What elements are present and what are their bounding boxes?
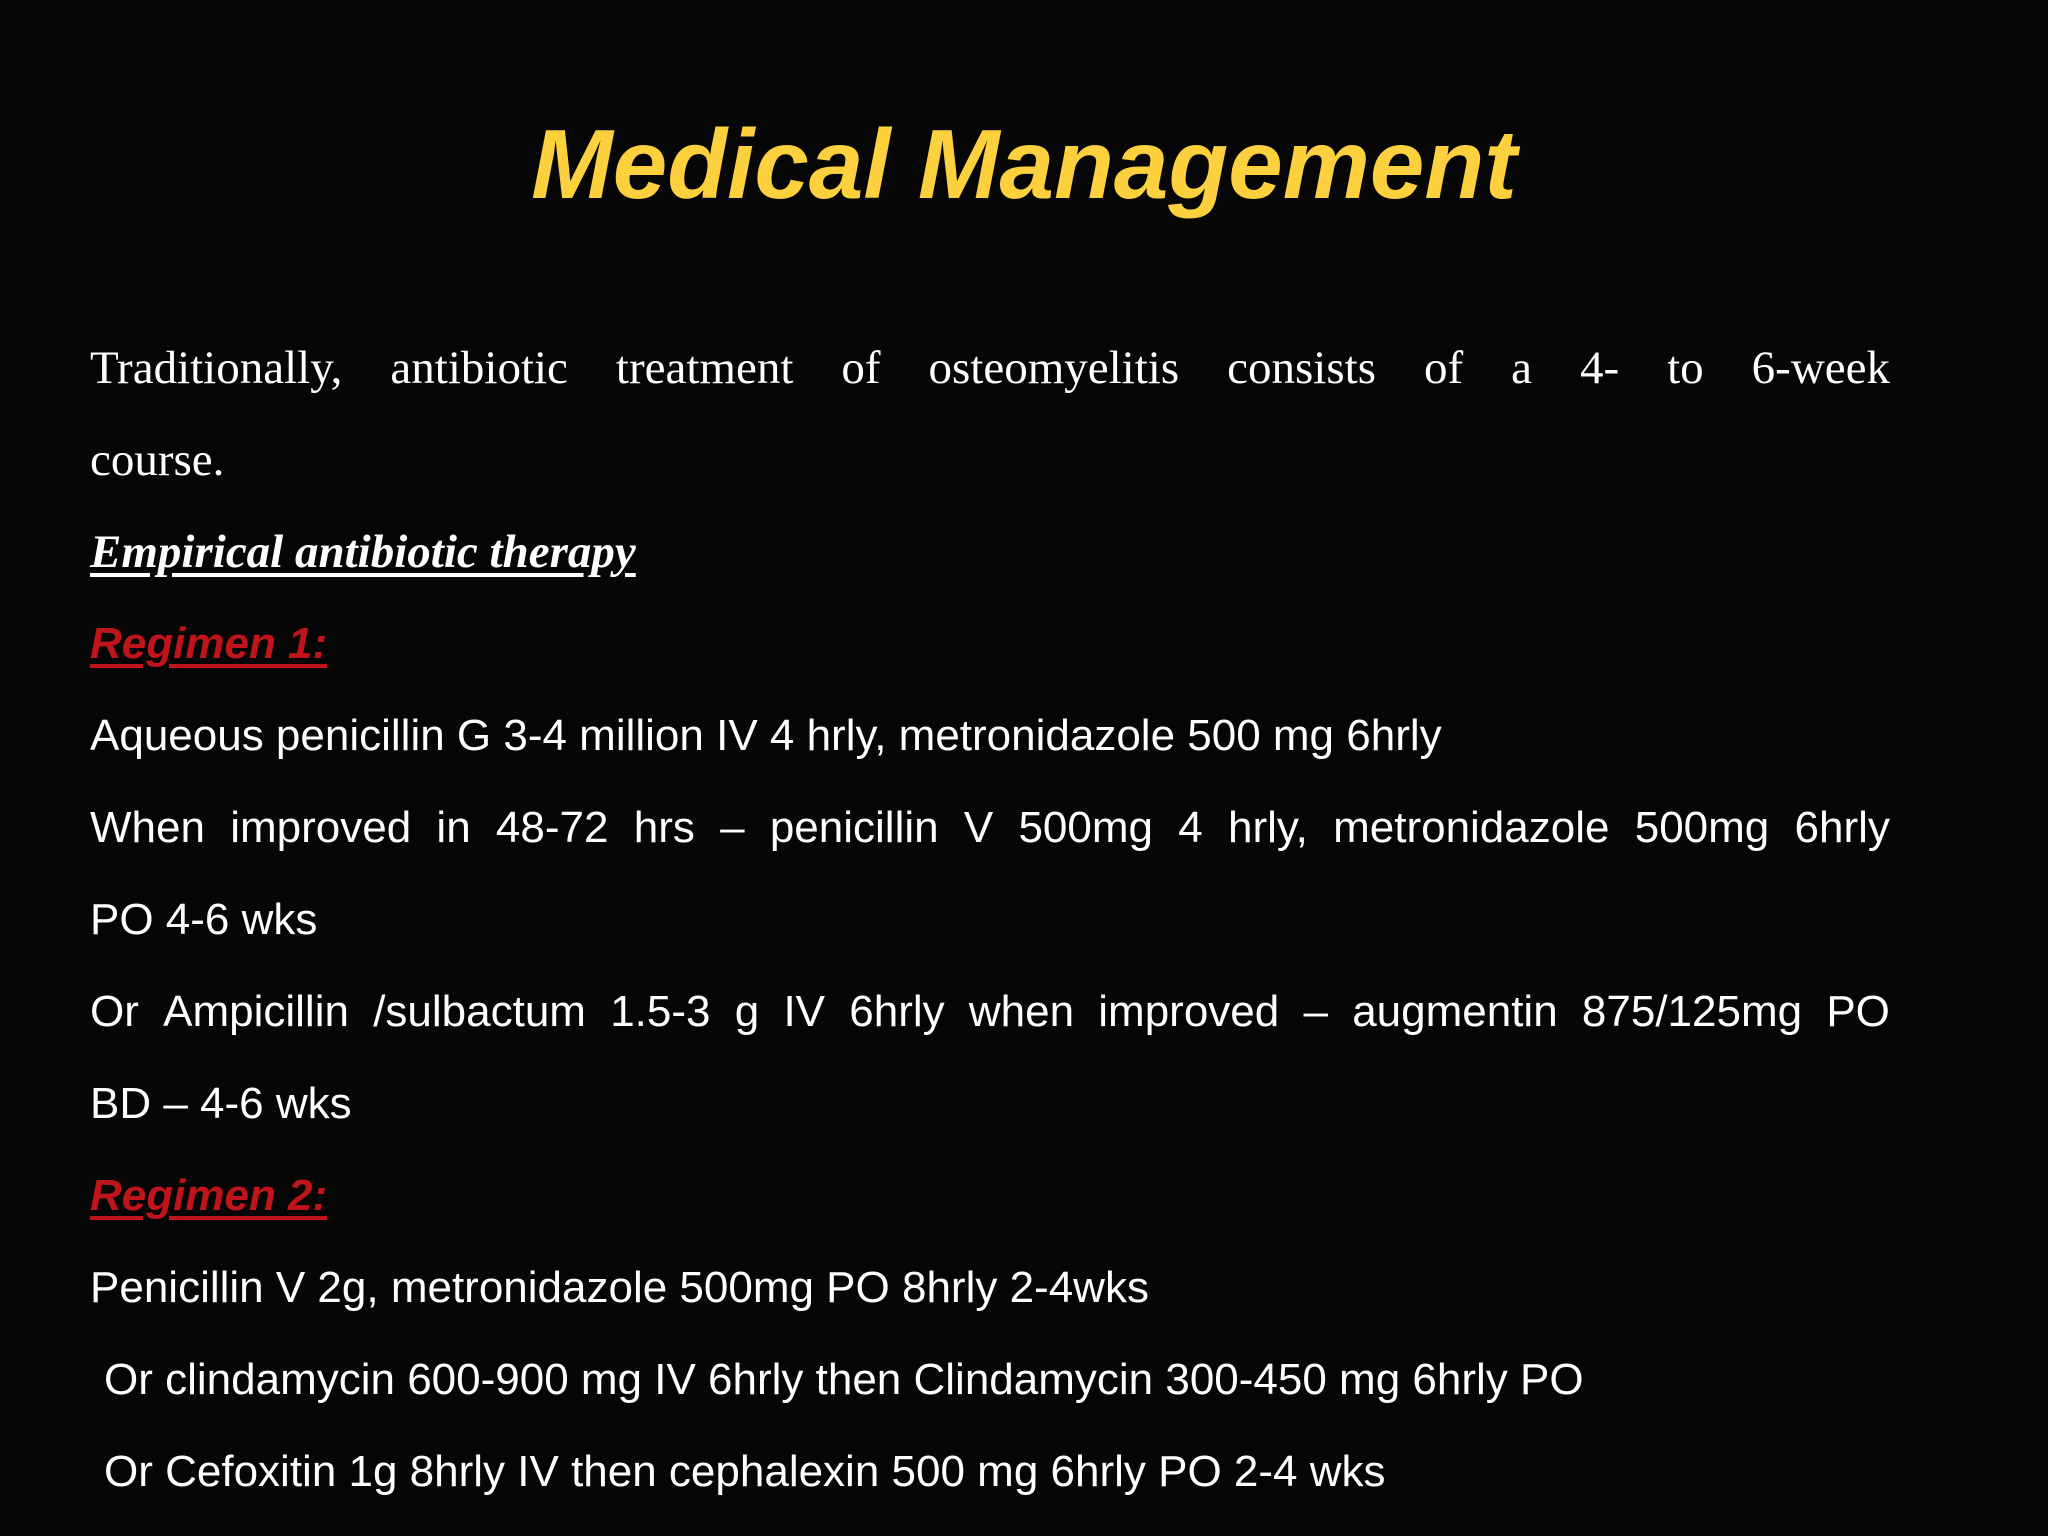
regimen-2-line-1: Penicillin V 2g, metronidazole 500mg PO 8hrly 2-4wks — [90, 1263, 1149, 1312]
word: of — [1423, 342, 1464, 394]
regimen-1-label: Regimen 1: — [90, 619, 328, 668]
word: metronidazole — [1333, 803, 1610, 852]
word: Ampicillin — [163, 987, 349, 1036]
word: 6-week — [1751, 342, 1890, 394]
word: consists — [1227, 342, 1376, 394]
slide-body — [90, 322, 1890, 1518]
word: to — [1667, 342, 1704, 394]
word: 500mg — [1018, 803, 1153, 852]
regimen-1-line-3-continuation: BD – 4-6 wks — [90, 1079, 352, 1128]
word: a — [1511, 342, 1532, 394]
word: 500mg — [1634, 803, 1770, 852]
intro-paragraph-line — [90, 322, 1890, 414]
word: 4- — [1579, 342, 1620, 394]
word: g — [734, 987, 760, 1036]
word: – — [1303, 987, 1328, 1036]
word: 4 — [1178, 803, 1203, 852]
word: 48-72 — [495, 803, 609, 852]
word: augmentin — [1352, 987, 1558, 1036]
word: osteomyelitis — [928, 342, 1180, 394]
word: antibiotic — [390, 342, 568, 394]
section-heading-row — [90, 506, 1890, 598]
regimen-1-line-3 — [90, 966, 1890, 1058]
word: IV — [783, 987, 826, 1036]
regimen-1-line-1: Aqueous penicillin G 3-4 million IV 4 hrly, metronidazole 500 mg 6hrly — [90, 711, 1442, 760]
regimen-2-line-2: Or clindamycin 600-900 mg IV 6hrly then Clindamycin 300-450 mg 6hrly PO — [104, 1355, 1584, 1404]
word: Or — [90, 987, 139, 1036]
word: in — [436, 803, 471, 852]
word: 6hrly — [1794, 803, 1890, 852]
word: 875/125mg — [1581, 987, 1803, 1036]
word: treatment — [615, 342, 794, 394]
word: When — [90, 803, 205, 852]
regimen-2-label: Regimen 2: — [90, 1171, 328, 1220]
word: 1.5-3 — [610, 987, 711, 1036]
regimen-1-line-2-continuation: PO 4-6 wks — [90, 895, 318, 944]
word: hrs — [633, 803, 695, 852]
word: PO — [1826, 987, 1890, 1036]
word: Traditionally, — [90, 342, 343, 394]
word: improved — [1098, 987, 1280, 1036]
intro-paragraph-continuation: course. — [90, 434, 225, 486]
slide-title: Medical Management — [531, 109, 1517, 219]
word: – — [720, 803, 745, 852]
word: improved — [230, 803, 412, 852]
word: hrly, — [1227, 803, 1308, 852]
regimen-1-line-2 — [90, 782, 1890, 874]
word: when — [968, 987, 1075, 1036]
regimen-2-line-3: Or Cefoxitin 1g 8hrly IV then cephalexin 500 mg 6hrly PO 2-4 wks — [104, 1447, 1386, 1496]
word: V — [963, 803, 994, 852]
regimen-1-label-row — [90, 598, 1890, 690]
word: /sulbactum — [373, 987, 586, 1036]
section-heading: Empirical antibiotic therapy — [90, 526, 636, 578]
word: 6hrly — [849, 987, 945, 1036]
word: of — [841, 342, 881, 394]
regimen-2-label-row — [90, 1150, 1890, 1242]
word: penicillin — [769, 803, 939, 852]
